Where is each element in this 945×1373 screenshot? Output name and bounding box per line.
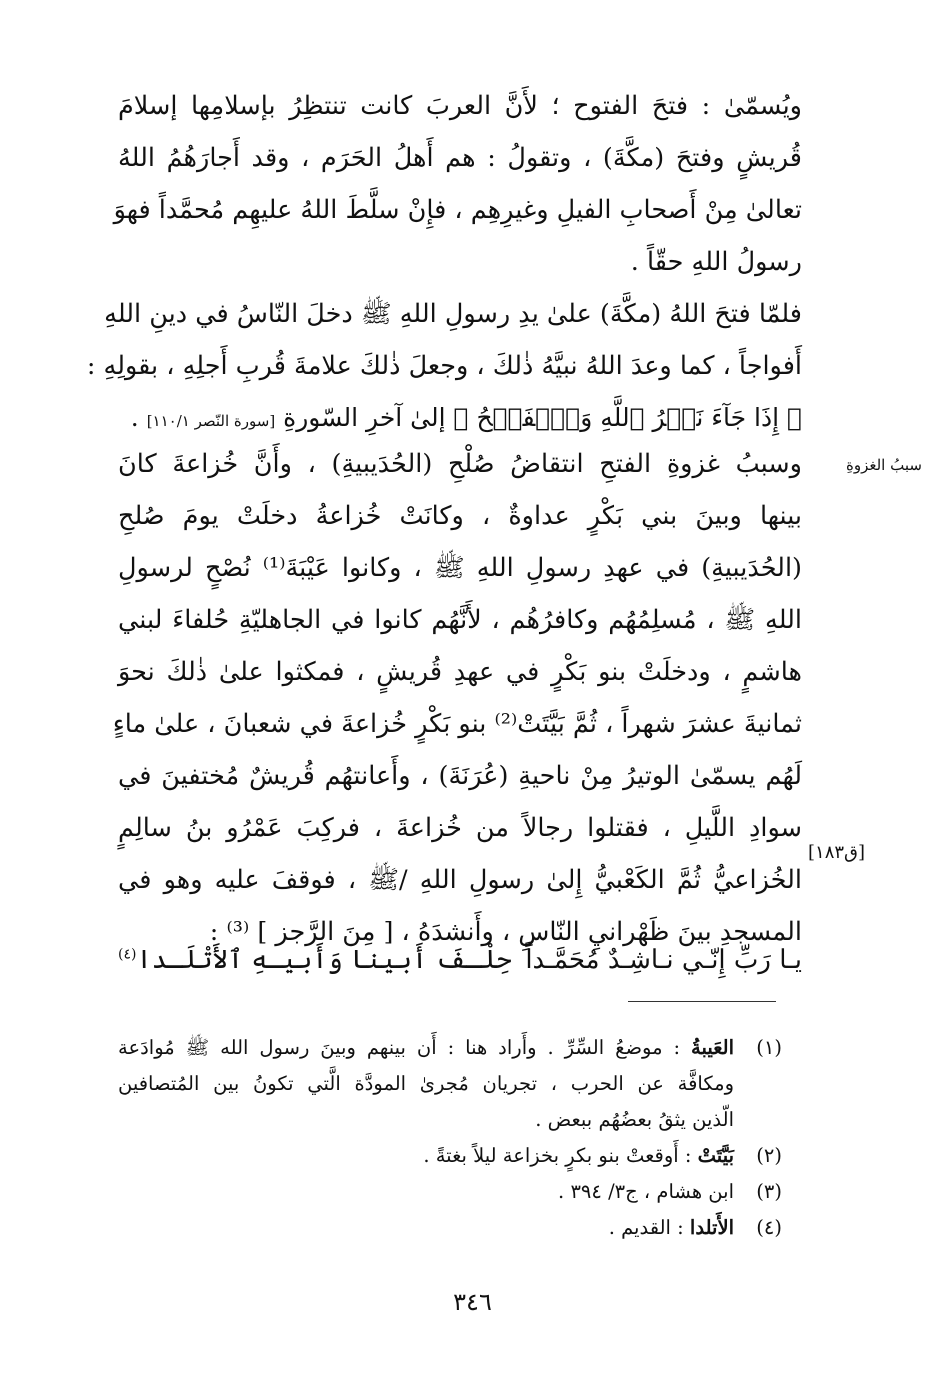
margin-section-label: سببُ الغزوةِ bbox=[846, 456, 922, 474]
quran-citation: [سورة النّصر ١١٠/١] bbox=[146, 412, 276, 430]
footnote-text: : موضعُ السِّرِّ . وأَراد هنا : أَن بينهم وبينَ رسول الله ﷺ مُوادَعة bbox=[118, 1036, 691, 1059]
footnote-term: الأَتلدا bbox=[689, 1216, 734, 1239]
footnote-line bbox=[118, 1030, 734, 1066]
text-line: (الحُدَيبيةِ) في عهدِ رسولِ اللهِ ﷺ ، وكانوا عَيْبَةَ⁽¹⁾ نُصْحٍ لرسولِ bbox=[118, 553, 802, 583]
footnote-ref: (٤) bbox=[118, 946, 137, 963]
margin-manuscript-ref: [ق١٨٣] bbox=[808, 842, 866, 863]
footnote-number: (٢) bbox=[756, 1144, 782, 1167]
verse-hemistich-first: يـا رَبِّ إِنّـي نـاشِـدٌ مُحَمَّـداً bbox=[525, 945, 802, 975]
sentence-end: . bbox=[130, 403, 147, 432]
footnote-number: (١) bbox=[756, 1036, 782, 1059]
text-line: ويُسمّىٰ : فتحَ الفتوح ؛ لأَنَّ العربَ كانت تنتظِرُ بإسلامِها إسلامَ bbox=[118, 91, 802, 121]
footnote-text: : أَوقعتْ بنو بكرٍ بخزاعة ليلاً بغتةً . bbox=[423, 1144, 698, 1167]
paragraph-2 bbox=[86, 288, 802, 447]
footnote-line: الّذين يثقُ بعضُهُم ببعض . bbox=[535, 1108, 734, 1131]
footnote-body bbox=[118, 1030, 734, 1138]
verse-hemistich-second bbox=[118, 934, 512, 986]
footnote-item bbox=[118, 1138, 782, 1174]
footnote-number: (٣) bbox=[756, 1180, 782, 1203]
text-line: وسببُ غزوةِ الفتحِ انتقاضُ صُلْحِ (الحُدَيبيةِ) ، وأَنَّ خُزاعةَ كانَ bbox=[118, 449, 802, 479]
footnote-divider bbox=[628, 1001, 776, 1002]
quran-quote: ﴿ إِذَا جَآءَ نَصۡرُ ٱللَّهِ وَٱلۡفَتۡحُ ﴾ إلىٰ آخرِ السّورةِ bbox=[283, 403, 802, 432]
footnote-body bbox=[118, 1174, 734, 1210]
text-line: لَهُم يسمّىٰ الوتيرُ مِنْ ناحيةِ (عُرَنَةَ) ، وأَعانتهُم قُريشٌ مُختفينَ في bbox=[118, 761, 802, 791]
text-line: أَفواجاً ، كما وعدَ اللهُ نبيَّهُ ذٰلكَ ، وجعلَ ذٰلكَ علامةَ قُربِ أَجلِهِ ، بقولِهِ : bbox=[86, 351, 802, 381]
footnote-line: ومكافَّة عن الحرب ، تجريان مُجرىٰ المودَّة الَّتي تكونُ بين المُتصافين bbox=[118, 1072, 734, 1095]
footnote-number: (٤) bbox=[756, 1216, 782, 1239]
paragraph-3 bbox=[112, 438, 802, 958]
text-line: ثمانيةَ عشرَ شهراً ، ثُمَّ بَيَّتَتْ⁽²⁾ بنو بَكْرٍ خُزاعةَ في شعبانَ ، علىٰ ماءٍ bbox=[112, 709, 802, 739]
footnote-body bbox=[118, 1210, 734, 1246]
footnote-line bbox=[118, 1210, 734, 1246]
text-line: اللهِ ﷺ ، مُسلِمُهُم وكافرُهُم ، لأَنَّهُم كانوا في الجاهليّةِ حُلفاءَ لبني bbox=[118, 605, 802, 635]
text-line: قُريشٍ وفتحَ (مكَّةَ) ، وتقولُ : هم أَهلُ الحَرَم ، وقد أَجارَهُمُ اللهُ bbox=[118, 143, 802, 173]
text-line: بينها وبينَ بني بَكْرٍ عداوةٌ ، وكانَتْ خُزاعةُ دخلَتْ يومَ صُلحِ bbox=[118, 501, 802, 531]
footnote-item bbox=[118, 1174, 782, 1210]
footnote-text: : القديم . bbox=[608, 1216, 690, 1239]
verse-hemistich-text: حِلْـفَ أَبينا وَأَبيـهِ ٱلأَتْلَـدا bbox=[136, 945, 512, 975]
text-line: الخُزاعيُّ ثُمَّ الكَعْبيُّ إِلىٰ رسولِ اللهِ /ﷺ ، فوقفَ عليه وهو في bbox=[118, 865, 802, 895]
text-line: هاشمٍ ، ودخلَتْ بنو بَكْرٍ في عهدِ قُريشٍ ، فمكثوا علىٰ ذٰلكَ نحوَ bbox=[118, 657, 802, 687]
footnote-term: بَيَّتَتْ bbox=[697, 1144, 734, 1167]
footnote-body bbox=[118, 1138, 734, 1174]
text-line: سوادِ اللَّيلِ ، فقتلوا رجالاً من خُزاعةَ ، فركِبَ عَمْرُو بنُ سالِمٍ bbox=[118, 813, 802, 843]
footnote-line: ابن هشام ، ج٣/ ٣٩٤ . bbox=[558, 1180, 734, 1203]
poetry-verse bbox=[118, 934, 802, 986]
footnote-line bbox=[118, 1138, 734, 1174]
text-line: رسولُ اللهِ حقّاً . bbox=[630, 247, 802, 277]
text-line: فلمّا فتحَ اللهُ (مكَّةَ) علىٰ يدِ رسولِ اللهِ ﷺ دخلَ النّاسُ في دينِ اللهِ bbox=[104, 299, 802, 329]
footnotes bbox=[118, 1030, 782, 1246]
footnote-item bbox=[118, 1210, 782, 1246]
footnote-term: العَيبةُ bbox=[691, 1036, 734, 1059]
text-line: المسجدِ بينَ ظَهْرانيِ النّاسِ ، وأَنشدَهُ ، [ مِنَ الرَّجز ] ⁽³⁾ : bbox=[209, 917, 802, 947]
footnote-item bbox=[118, 1030, 782, 1138]
page-number: ٣٤٦ bbox=[453, 1288, 492, 1316]
text-line: تعالىٰ مِنْ أَصحابِ الفيلِ وغيرِهِم ، فإِنْ سلَّطَ اللهُ عليهِم مُحمَّداً فهوَ bbox=[113, 195, 802, 225]
paragraph-1 bbox=[113, 80, 802, 288]
